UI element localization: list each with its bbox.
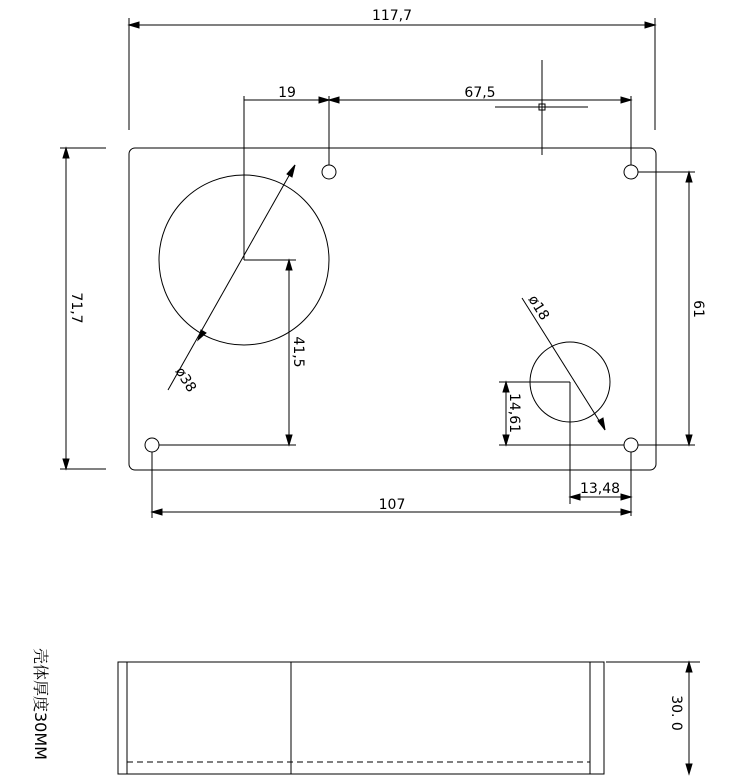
mounting-hole-top-right — [624, 165, 638, 179]
dim-hole-spacing-vertical: 61 — [690, 300, 706, 318]
dim-hole-spacing-top: 67,5 — [464, 85, 496, 101]
mounting-hole-bottom-right — [624, 438, 638, 452]
dim-overall-height: 71,7 — [68, 292, 84, 324]
dim-small-hole-diameter: ø18 — [524, 292, 553, 324]
mounting-hole-bottom-left — [145, 438, 159, 452]
dim-small-hole-horizontal: 13,48 — [579, 481, 621, 497]
shell-thickness-note: 壳体厚度30MM — [31, 648, 50, 760]
dim-small-hole-vertical: 14,61 — [506, 392, 522, 434]
dim-hole-offset-left: 19 — [278, 85, 296, 101]
dim-side-thickness: 30. 0 — [668, 695, 684, 731]
mounting-hole-top-left — [322, 165, 336, 179]
side-view-outline — [118, 662, 604, 774]
dim-overall-width: 117,7 — [371, 8, 413, 24]
dim-hole-spacing-bottom: 107 — [378, 497, 406, 513]
dim-large-hole-diameter: ø38 — [171, 364, 200, 396]
dim-large-hole-vertical: 41,5 — [290, 336, 306, 368]
